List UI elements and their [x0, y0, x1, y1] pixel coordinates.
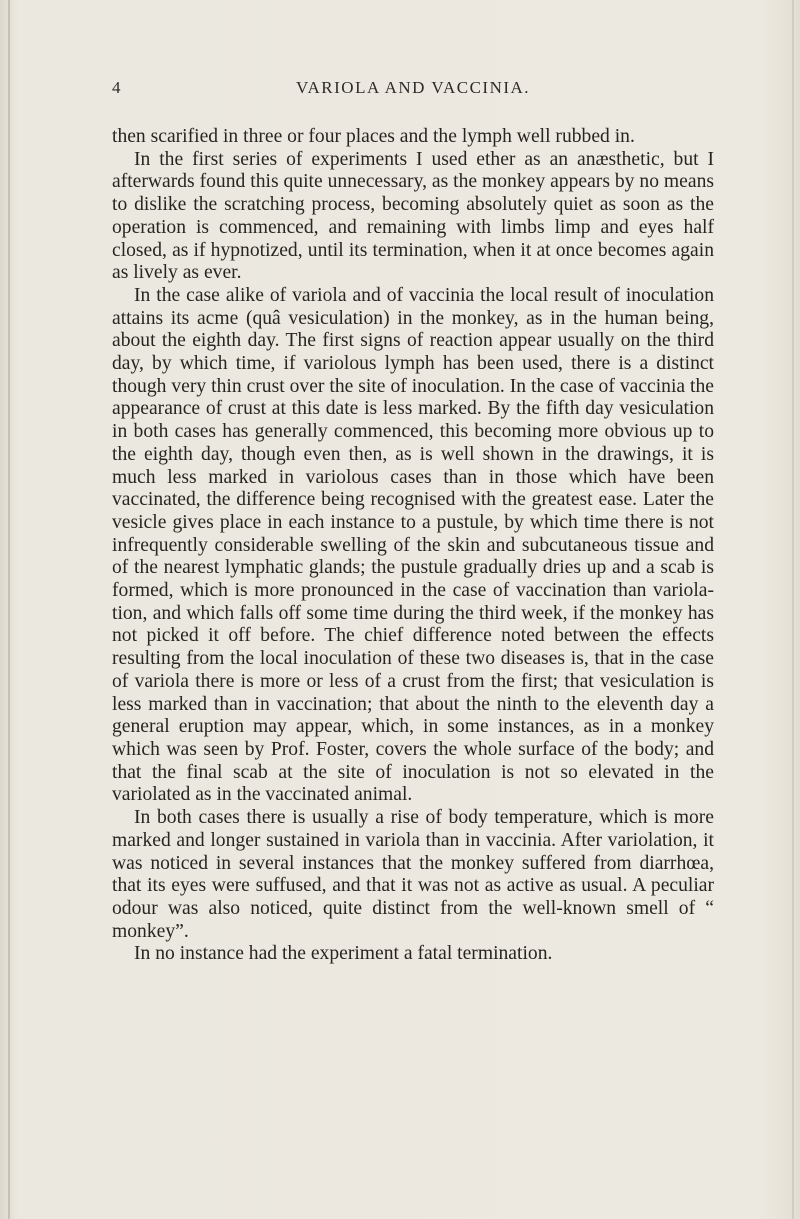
paragraph: In the first series of experiments I used ether as an anæsthetic, but I afterwards found this quite unnecessary, as the monkey appears by no means to dislike the scratching process, becoming absolutely quiet as soon as the operation is commenced, and remaining with limbs limp and eyes half closed, as if hypnotized, until its termination, when it at once becomes again as lively as ever.	[112, 148, 714, 284]
running-title: VARIOLA AND VACCINIA.	[295, 78, 531, 97]
page-gutter-shadow	[8, 0, 10, 1219]
paragraph: In both cases there is usually a rise of body temperature, which is more marked and longer sustained in variola than in vaccinia. After variolation, it was noticed in several instances that the monkey suffered from diarrhœa, that its eyes were suffused, and that it was not as active as usual. A peculiar odour was also noticed, quite distinct from the well-known smell of “ monkey”.	[112, 807, 714, 942]
page-edge-shadow	[792, 0, 794, 1219]
page-number: 4	[112, 78, 121, 97]
body-text	[112, 126, 714, 966]
paragraph: then scarified in three or four places and the lymph well rubbed in.	[112, 126, 635, 147]
paragraph: In no instance had the experiment a fatal termination.	[134, 943, 553, 965]
page-header	[112, 78, 714, 102]
paragraph: In the case alike of variola and of vaccinia the local result of inoculation attains its acme (quâ vesiculation) in the monkey, as in the human being, about the eighth day. The first signs of reaction appear usually on the third day, by which time, if variolous lymph has been used, there is a distinct though very thin crust over the site of inoculation. In the case of vaccinia the appearance of crust at this date is less marked. By the fifth day vesiculation in both cases has generally commenced, this becoming more obvious up to the eighth day, though even then, as is well shown in the drawings, it is much less marked in variolous cases than in those which have been vaccinated, the difference being recognised with the greatest ease. Later the vesicle gives place in each instance to a pustule, by which time there is not infrequently considerable swelling of the skin and subcutaneous tissue and of the nearest lymphatic glands; the pustule gradually dries up and a scab is formed, which is more pronounced in the case of vaccination than variolation, and which falls off some time during the third week, if the monkey has not picked it off before. The chief difference noted between the effects resulting from the local inoculation of these two diseases is, that in the case of variola there is more or less of a crust from the first; that vesiculation is less marked than in vaccination; that about the ninth to the eleventh day a general eruption may appear, which, in some instances, as in a monkey which was seen by Prof. Foster, covers the whole surface of the body; and that the final scab at the site of inoculation is not so elevated in the variolated as in the vaccinated animal.	[112, 284, 714, 806]
